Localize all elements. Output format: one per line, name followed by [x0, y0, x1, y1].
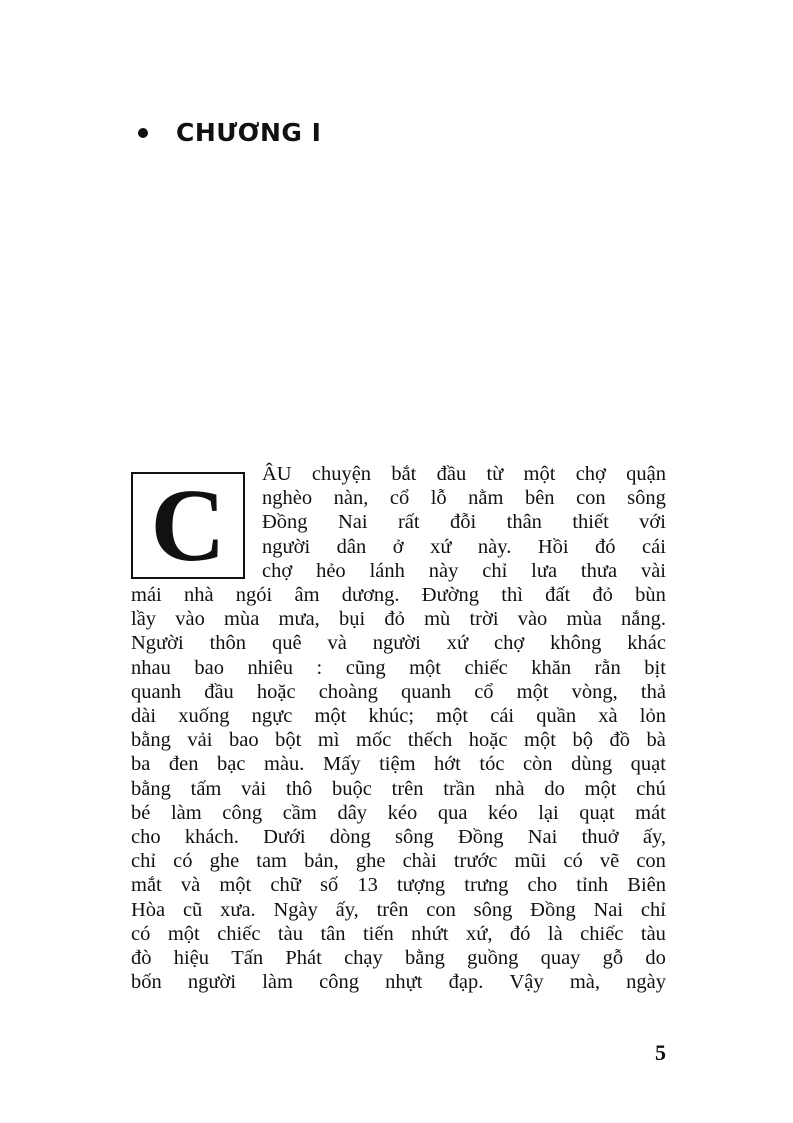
body-line: đò hiệu Tấn Phát chạy bằng guồng quay gỗ do — [131, 947, 666, 969]
body-line: mái nhà ngói âm dương. Đường thì đất đỏ bùn — [131, 584, 666, 606]
body-line: Hòa cũ xưa. Ngày ấy, trên con sông Đồng Nai chỉ — [131, 898, 666, 921]
body-line: bốn người làm công nhựt đạp. Vậy mà, ngày — [131, 971, 666, 994]
body-line: Đồng Nai rất đỗi thân thiết với — [262, 511, 666, 534]
body-line: nhau bao nhiêu : cũng một chiếc khăn rằn bịt — [131, 656, 666, 679]
drop-cap-letter: C — [150, 468, 226, 583]
body-line: người dân ở xứ này. Hồi đó cái — [262, 535, 666, 558]
body-line: bé làm công cầm dây kéo qua kéo lại quạt mát — [131, 801, 666, 824]
bullet-icon — [138, 128, 148, 138]
drop-cap-box — [131, 468, 245, 583]
body-line: bằng vải bao bột mì mốc thếch hoặc một bộ đồ bà — [131, 729, 666, 752]
body-line: Người thôn quê và người xứ chợ không khác — [131, 632, 666, 655]
body-line: có một chiếc tàu tân tiến nhứt xứ, đó là chiếc tàu — [131, 922, 666, 945]
body-line: dài xuống ngực một khúc; một cái quần xà lỏn — [131, 705, 666, 727]
body-line: cho khách. Dưới dòng sông Đồng Nai thuở ấy, — [131, 826, 666, 848]
chapter-title: CHƯƠNG I — [176, 118, 322, 147]
body-line: lầy vào mùa mưa, bụi đỏ mù trời vào mùa nắng. — [131, 608, 666, 631]
body-line: chỉ có ghe tam bản, ghe chài trước mũi có vẽ con — [131, 850, 666, 873]
chapter-heading — [138, 118, 321, 147]
body-line: bằng tấm vải thô buộc trên trần nhà do một chú — [131, 777, 666, 800]
body-line: ba đen bạc màu. Mấy tiệm hớt tóc còn dùng quạt — [131, 753, 666, 776]
body-line: mắt và một chữ số 13 tượng trưng cho tỉnh Biên — [131, 874, 666, 897]
page-number: 5 — [655, 1040, 666, 1065]
body-line: quanh đầu hoặc choàng quanh cổ một vòng, thả — [131, 680, 666, 703]
body-line: ÂU chuyện bắt đầu từ một chợ quận — [262, 463, 666, 485]
body-line: chợ hẻo lánh này chỉ lưa thưa vài — [262, 559, 666, 582]
body-line: nghèo nàn, cổ lỗ nằm bên con sông — [262, 487, 666, 510]
